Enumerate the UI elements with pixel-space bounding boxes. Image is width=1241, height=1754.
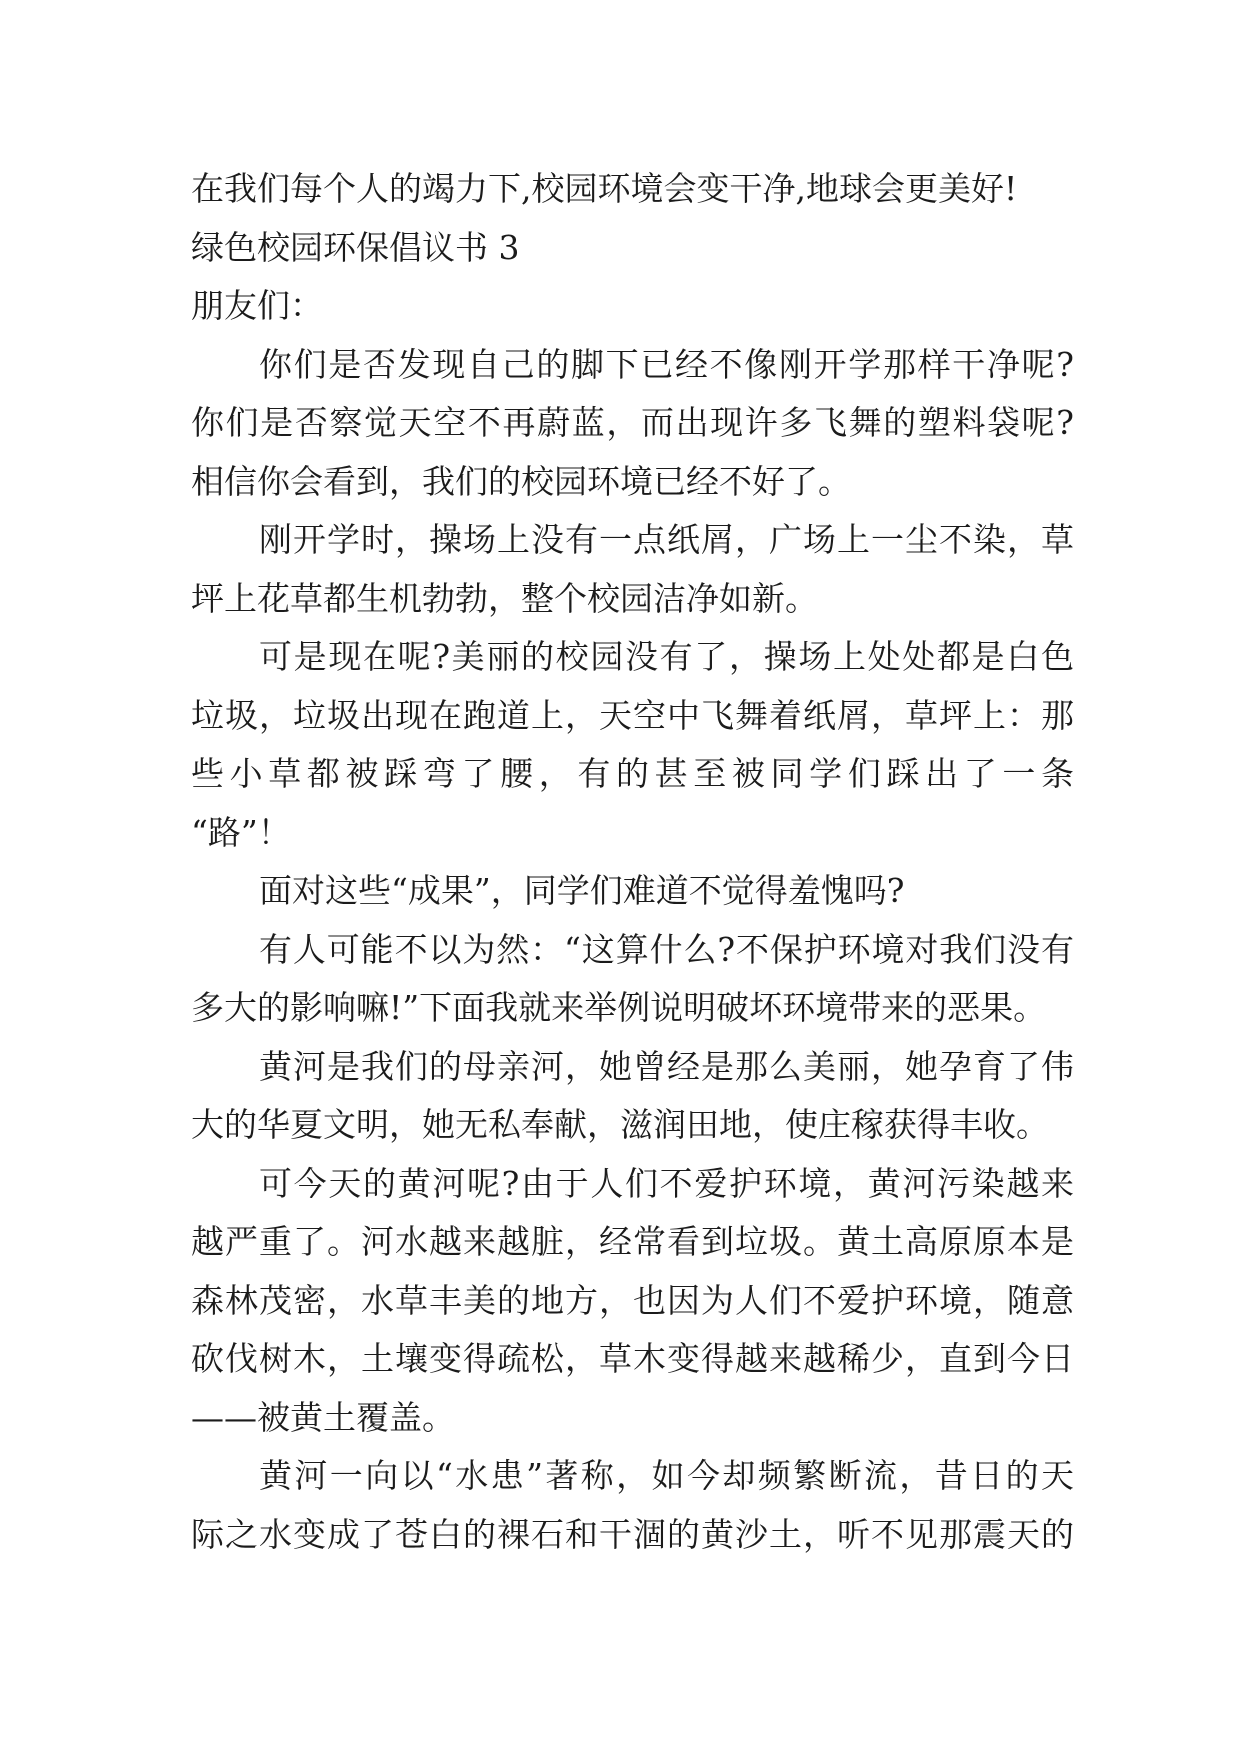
paragraph-line: 越严重了。河水越来越脏，经常看到垃圾。黄土高原原本是 — [191, 1222, 1074, 1261]
paragraph-line: 大的华夏文明，她无私奉献，滋润田地，使庄稼获得丰收。 — [191, 1105, 1049, 1144]
paragraph-line: 有人可能不以为然：“这算什么?不保护环境对我们没有 — [259, 929, 1074, 969]
document-title: 绿色校园环保倡议书 3 — [191, 227, 520, 267]
paragraph-line: 你们是否察觉天空不再蔚蓝，而出现许多飞舞的塑料袋呢? — [191, 403, 1074, 442]
text-line: 在我们每个人的竭力下,校园环境会变干净,地球会更美好! — [191, 169, 1018, 208]
paragraph-line: 相信你会看到，我们的校园环境已经不好了。 — [191, 461, 851, 501]
paragraph-line: 砍伐树木，土壤变得疏松，草木变得越来越稀少，直到今日 — [191, 1339, 1074, 1378]
paragraph-line: 面对这些“成果”，同学们难道不觉得羞愧吗? — [259, 871, 905, 910]
paragraph-line: 可今天的黄河呢?由于人们不爱护环境，黄河污染越来 — [259, 1163, 1074, 1203]
paragraph-line: 可是现在呢?美丽的校园没有了，操场上处处都是白色 — [259, 637, 1074, 676]
paragraph-line: 坪上花草都生机勃勃，整个校园洁净如新。 — [191, 578, 818, 618]
paragraph-line: “路”！ — [191, 812, 291, 852]
paragraph-line: 黄河一向以“水患”著称，如今却频繁断流，昔日的天 — [259, 1456, 1074, 1495]
paragraph-line: ——被黄土覆盖。 — [191, 1397, 455, 1437]
paragraph-line: 多大的影响嘛!”下面我就来举例说明破坏环境带来的恶果。 — [191, 988, 1047, 1027]
paragraph-line: 黄河是我们的母亲河，她曾经是那么美丽，她孕育了伟 — [259, 1046, 1074, 1086]
paragraph-line: 你们是否发现自己的脚下已经不像刚开学那样干净呢? — [259, 344, 1074, 384]
paragraph-line: 森林茂密，水草丰美的地方，也因为人们不爱护环境，随意 — [191, 1280, 1074, 1320]
paragraph-line: 垃圾，垃圾出现在跑道上，天空中飞舞着纸屑，草坪上：那 — [191, 695, 1074, 735]
salutation-line: 朋友们： — [191, 286, 323, 325]
paragraph-line: 际之水变成了苍白的裸石和干涸的黄沙土，听不见那震天的 — [191, 1514, 1074, 1554]
paragraph-line: 刚开学时，操场上没有一点纸屑，广场上一尘不染，草 — [259, 520, 1074, 559]
paragraph-line: 些小草都被踩弯了腰，有的甚至被同学们踩出了一条 — [191, 754, 1074, 793]
document-body — [191, 160, 1074, 1564]
